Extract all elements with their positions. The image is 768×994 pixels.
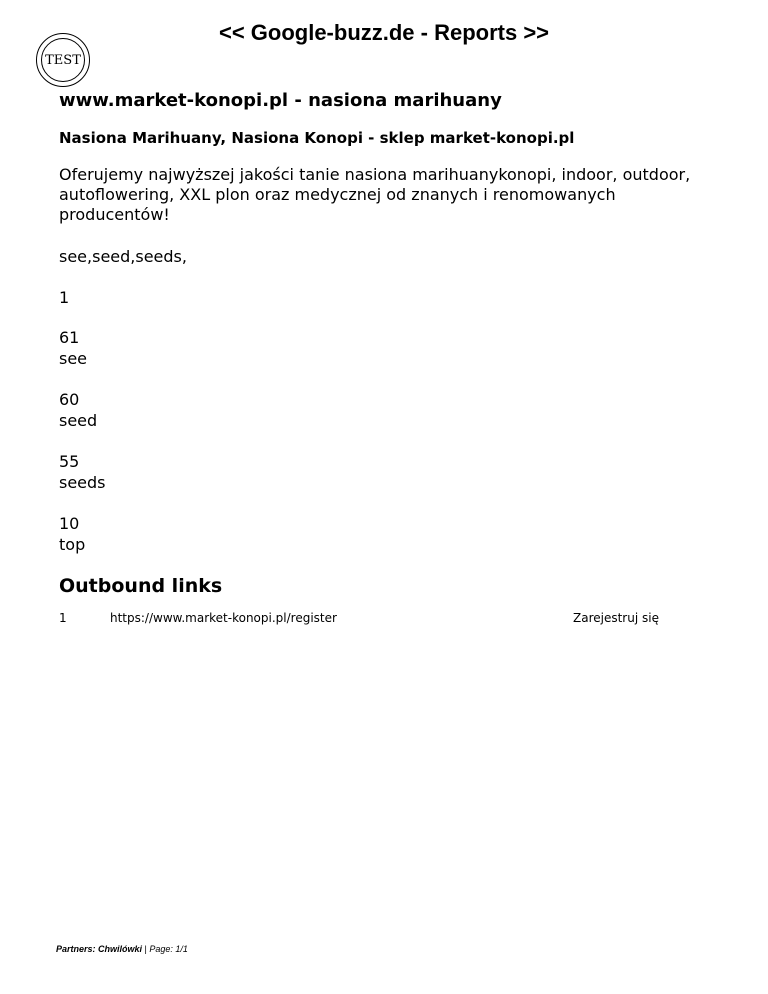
meta-title: Nasiona Marihuany, Nasiona Konopi - sklep market-konopi.pl bbox=[59, 129, 575, 147]
keyword-value: 10 bbox=[59, 514, 80, 533]
keyword-value: 60 bbox=[59, 390, 80, 409]
link-anchor-text: Zarejestruj się bbox=[573, 611, 659, 625]
meta-description: Oferujemy najwyższej jakości tanie nasiona marihuanykonopi, indoor, outdoor, autoflowering, XXL plon oraz medycznej od znanych i renomowanych producentów! bbox=[59, 165, 691, 224]
page-footer bbox=[56, 944, 188, 954]
keyword-item bbox=[59, 513, 719, 555]
outbound-links-table bbox=[59, 611, 719, 629]
site-title: www.market-konopi.pl - nasiona marihuany bbox=[59, 90, 502, 111]
link-url[interactable]: https://www.market-konopi.pl/register bbox=[110, 611, 337, 625]
keyword-word: see bbox=[59, 349, 88, 368]
footer-partners: Partners: Chwilówki bbox=[56, 944, 143, 954]
report-content bbox=[59, 90, 719, 629]
footer-page-number: Page: 1/1 bbox=[149, 944, 188, 954]
keyword-value: 61 bbox=[59, 328, 80, 347]
keyword-count: 1 bbox=[59, 288, 70, 307]
keyword-word: top bbox=[59, 535, 86, 554]
keyword-word: seed bbox=[59, 411, 98, 430]
keyword-word: seeds bbox=[59, 473, 106, 492]
report-header-title: << Google-buzz.de - Reports >> bbox=[218, 20, 550, 45]
keywords-line: see,seed,seeds, bbox=[59, 247, 187, 266]
outbound-link-row bbox=[59, 611, 719, 629]
test-stamp-text: TEST bbox=[41, 38, 85, 82]
link-number: 1 bbox=[59, 611, 67, 625]
keyword-item bbox=[59, 451, 719, 493]
keyword-item bbox=[59, 389, 719, 431]
outbound-links-heading: Outbound links bbox=[59, 575, 223, 597]
test-stamp-seal bbox=[36, 33, 90, 87]
keyword-value: 55 bbox=[59, 452, 80, 471]
keyword-item bbox=[59, 327, 719, 369]
footer-separator: | bbox=[142, 944, 150, 954]
keyword-density-list bbox=[59, 327, 719, 555]
